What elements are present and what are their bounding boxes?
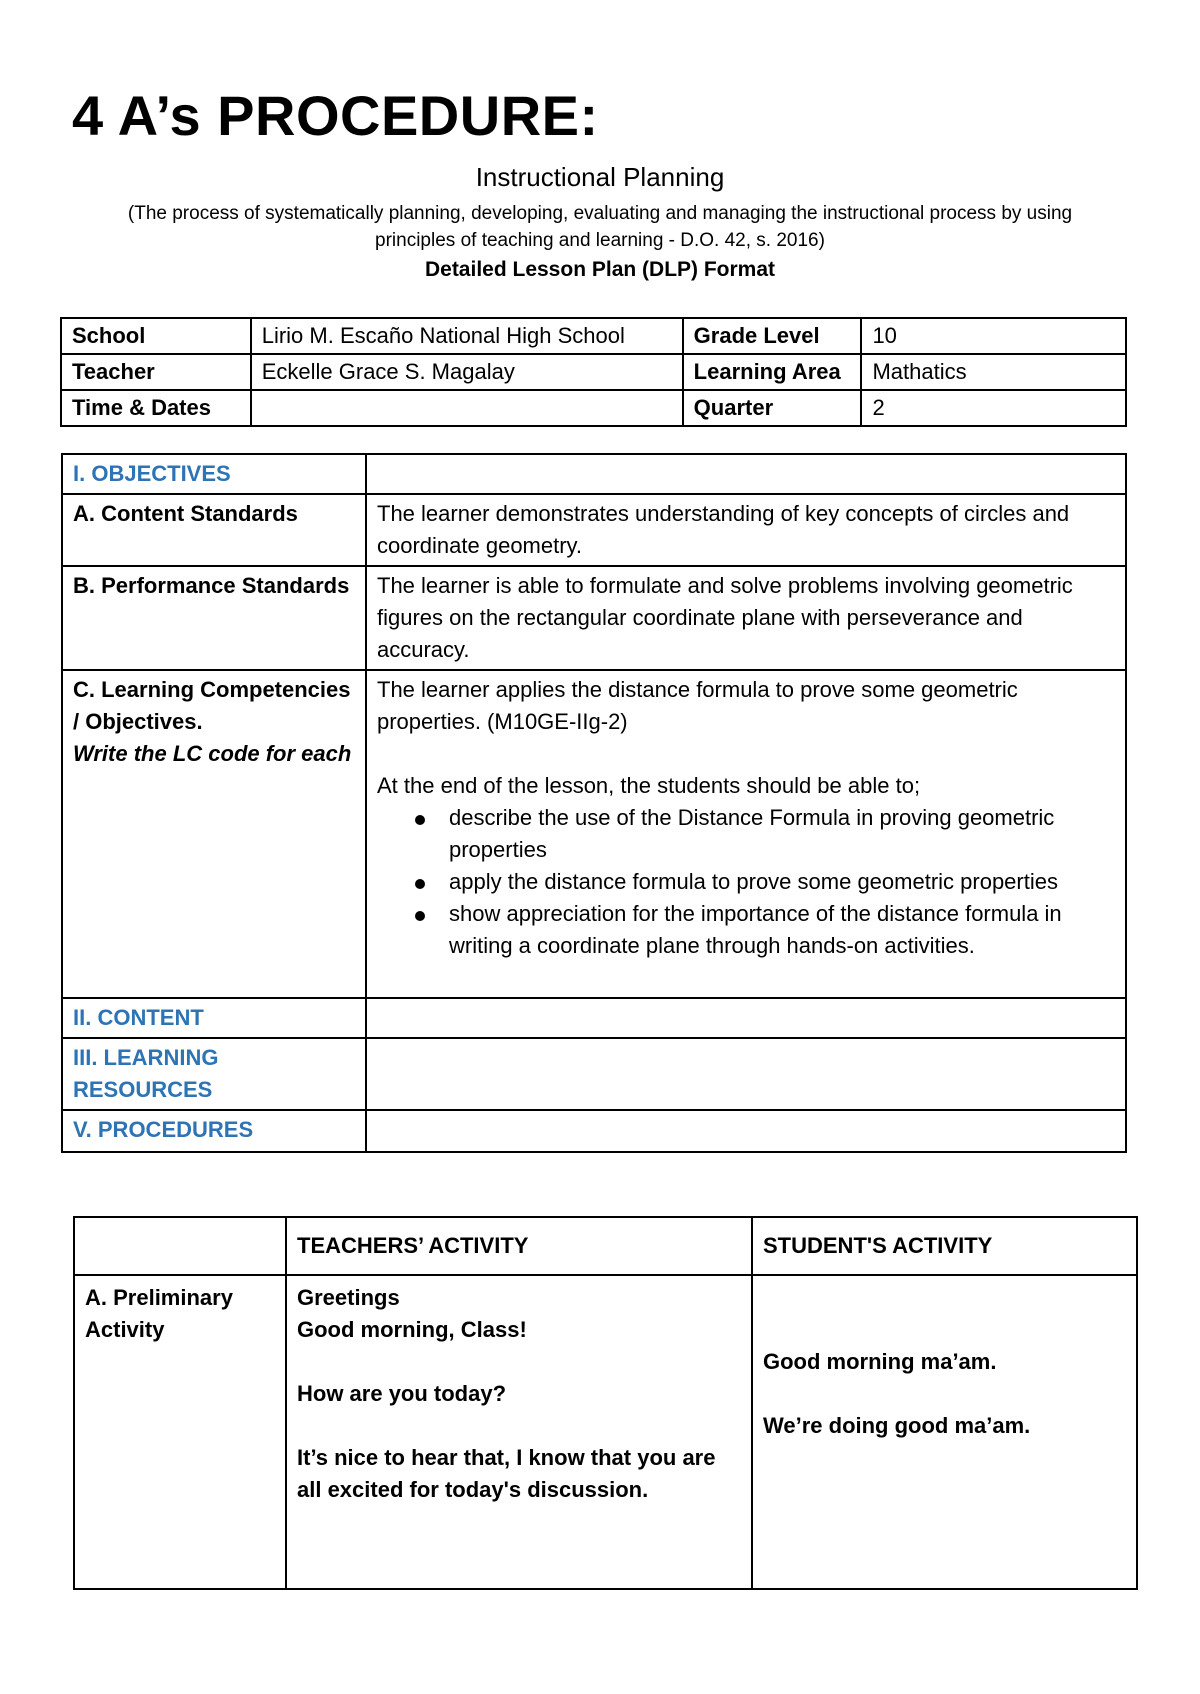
time-label: Time & Dates	[61, 390, 251, 426]
performance-standards-label: B. Performance Standards	[62, 566, 366, 670]
objectives-heading: I. OBJECTIVES	[62, 454, 366, 494]
objectives-table	[61, 453, 1127, 1153]
area-label: Learning Area	[683, 354, 862, 390]
bullet-icon	[415, 911, 425, 921]
grade-value: 10	[861, 318, 1126, 354]
content-standards-label: A. Content Standards	[62, 494, 366, 566]
content-heading: II. CONTENT	[62, 998, 366, 1038]
procedures-row	[62, 1110, 1126, 1152]
resources-row	[62, 1038, 1126, 1110]
procedures-heading: V. PROCEDURES	[62, 1110, 366, 1152]
competencies-note: Write the LC code for each	[73, 741, 352, 766]
description: (The process of systematically planning, developing, evaluating and managing the instructional process by using principles of teaching and learning - D.O. 42, s. 2016)	[127, 203, 1073, 251]
school-value: Lirio M. Escaño National High School	[251, 318, 683, 354]
list-item: apply the distance formula to prove some geometric properties	[449, 866, 1115, 898]
procedure-header-row	[74, 1217, 1137, 1275]
subtitle: Instructional Planning	[475, 162, 725, 192]
competencies-label: C. Learning Competencies / Objectives.	[73, 677, 351, 734]
preliminary-activity-row	[74, 1275, 1137, 1589]
teacher-line: It’s nice to hear that, I know that you are all excited for today's discussion.	[297, 1445, 716, 1502]
school-label: School	[61, 318, 251, 354]
content-standards-text: The learner demonstrates understanding of key concepts of circles and coordinate geometry.	[366, 494, 1126, 566]
student-line: We’re doing good ma’am.	[763, 1413, 1031, 1438]
list-item: describe the use of the Distance Formula in proving geometric properties	[449, 802, 1115, 866]
teacher-line: Greetings	[297, 1285, 400, 1310]
content-row	[62, 998, 1126, 1038]
quarter-label: Quarter	[683, 390, 862, 426]
info-row-teacher	[61, 354, 1126, 390]
format-label: Detailed Lesson Plan (DLP) Format	[424, 258, 776, 281]
resources-heading: III. LEARNING RESOURCES	[62, 1038, 366, 1110]
performance-standards-text: The learner is able to formulate and solve problems involving geometric figures on the rectangular coordinate plane with perseverance and accuracy.	[366, 566, 1126, 670]
competency-text: The learner applies the distance formula to prove some geometric properties. (M10GE-IIg-2)	[377, 677, 1018, 734]
teacher-activity-header: TEACHERS’ ACTIVITY	[286, 1217, 752, 1275]
procedure-table	[73, 1216, 1138, 1590]
quarter-value: 2	[861, 390, 1126, 426]
student-line: Good morning ma’am.	[763, 1349, 997, 1374]
teacher-line: How are you today?	[297, 1381, 507, 1406]
time-value	[251, 390, 683, 426]
teacher-label: Teacher	[61, 354, 251, 390]
content-standards-row	[62, 494, 1126, 566]
teacher-value: Eckelle Grace S. Magalay	[251, 354, 683, 390]
objectives-heading-row	[62, 454, 1126, 494]
competencies-row	[62, 670, 1126, 998]
info-row-school	[61, 318, 1126, 354]
performance-standards-row	[62, 566, 1126, 670]
area-value: Mathatics	[861, 354, 1126, 390]
objectives-list	[377, 802, 1115, 962]
teacher-line: Good morning, Class!	[297, 1317, 527, 1342]
bullet-icon	[415, 879, 425, 889]
info-row-time	[61, 390, 1126, 426]
grade-label: Grade Level	[683, 318, 862, 354]
end-of-lesson-intro: At the end of the lesson, the students should be able to;	[377, 773, 921, 798]
student-activity-header: STUDENT'S ACTIVITY	[752, 1217, 1137, 1275]
page-title: 4 A’s PROCEDURE:	[72, 84, 599, 147]
bullet-icon	[415, 815, 425, 825]
list-item: show appreciation for the importance of the distance formula in writing a coordinate plane through hands-on activities.	[449, 898, 1115, 962]
preliminary-activity-label: A. Preliminary Activity	[74, 1275, 286, 1589]
info-table	[60, 317, 1127, 427]
